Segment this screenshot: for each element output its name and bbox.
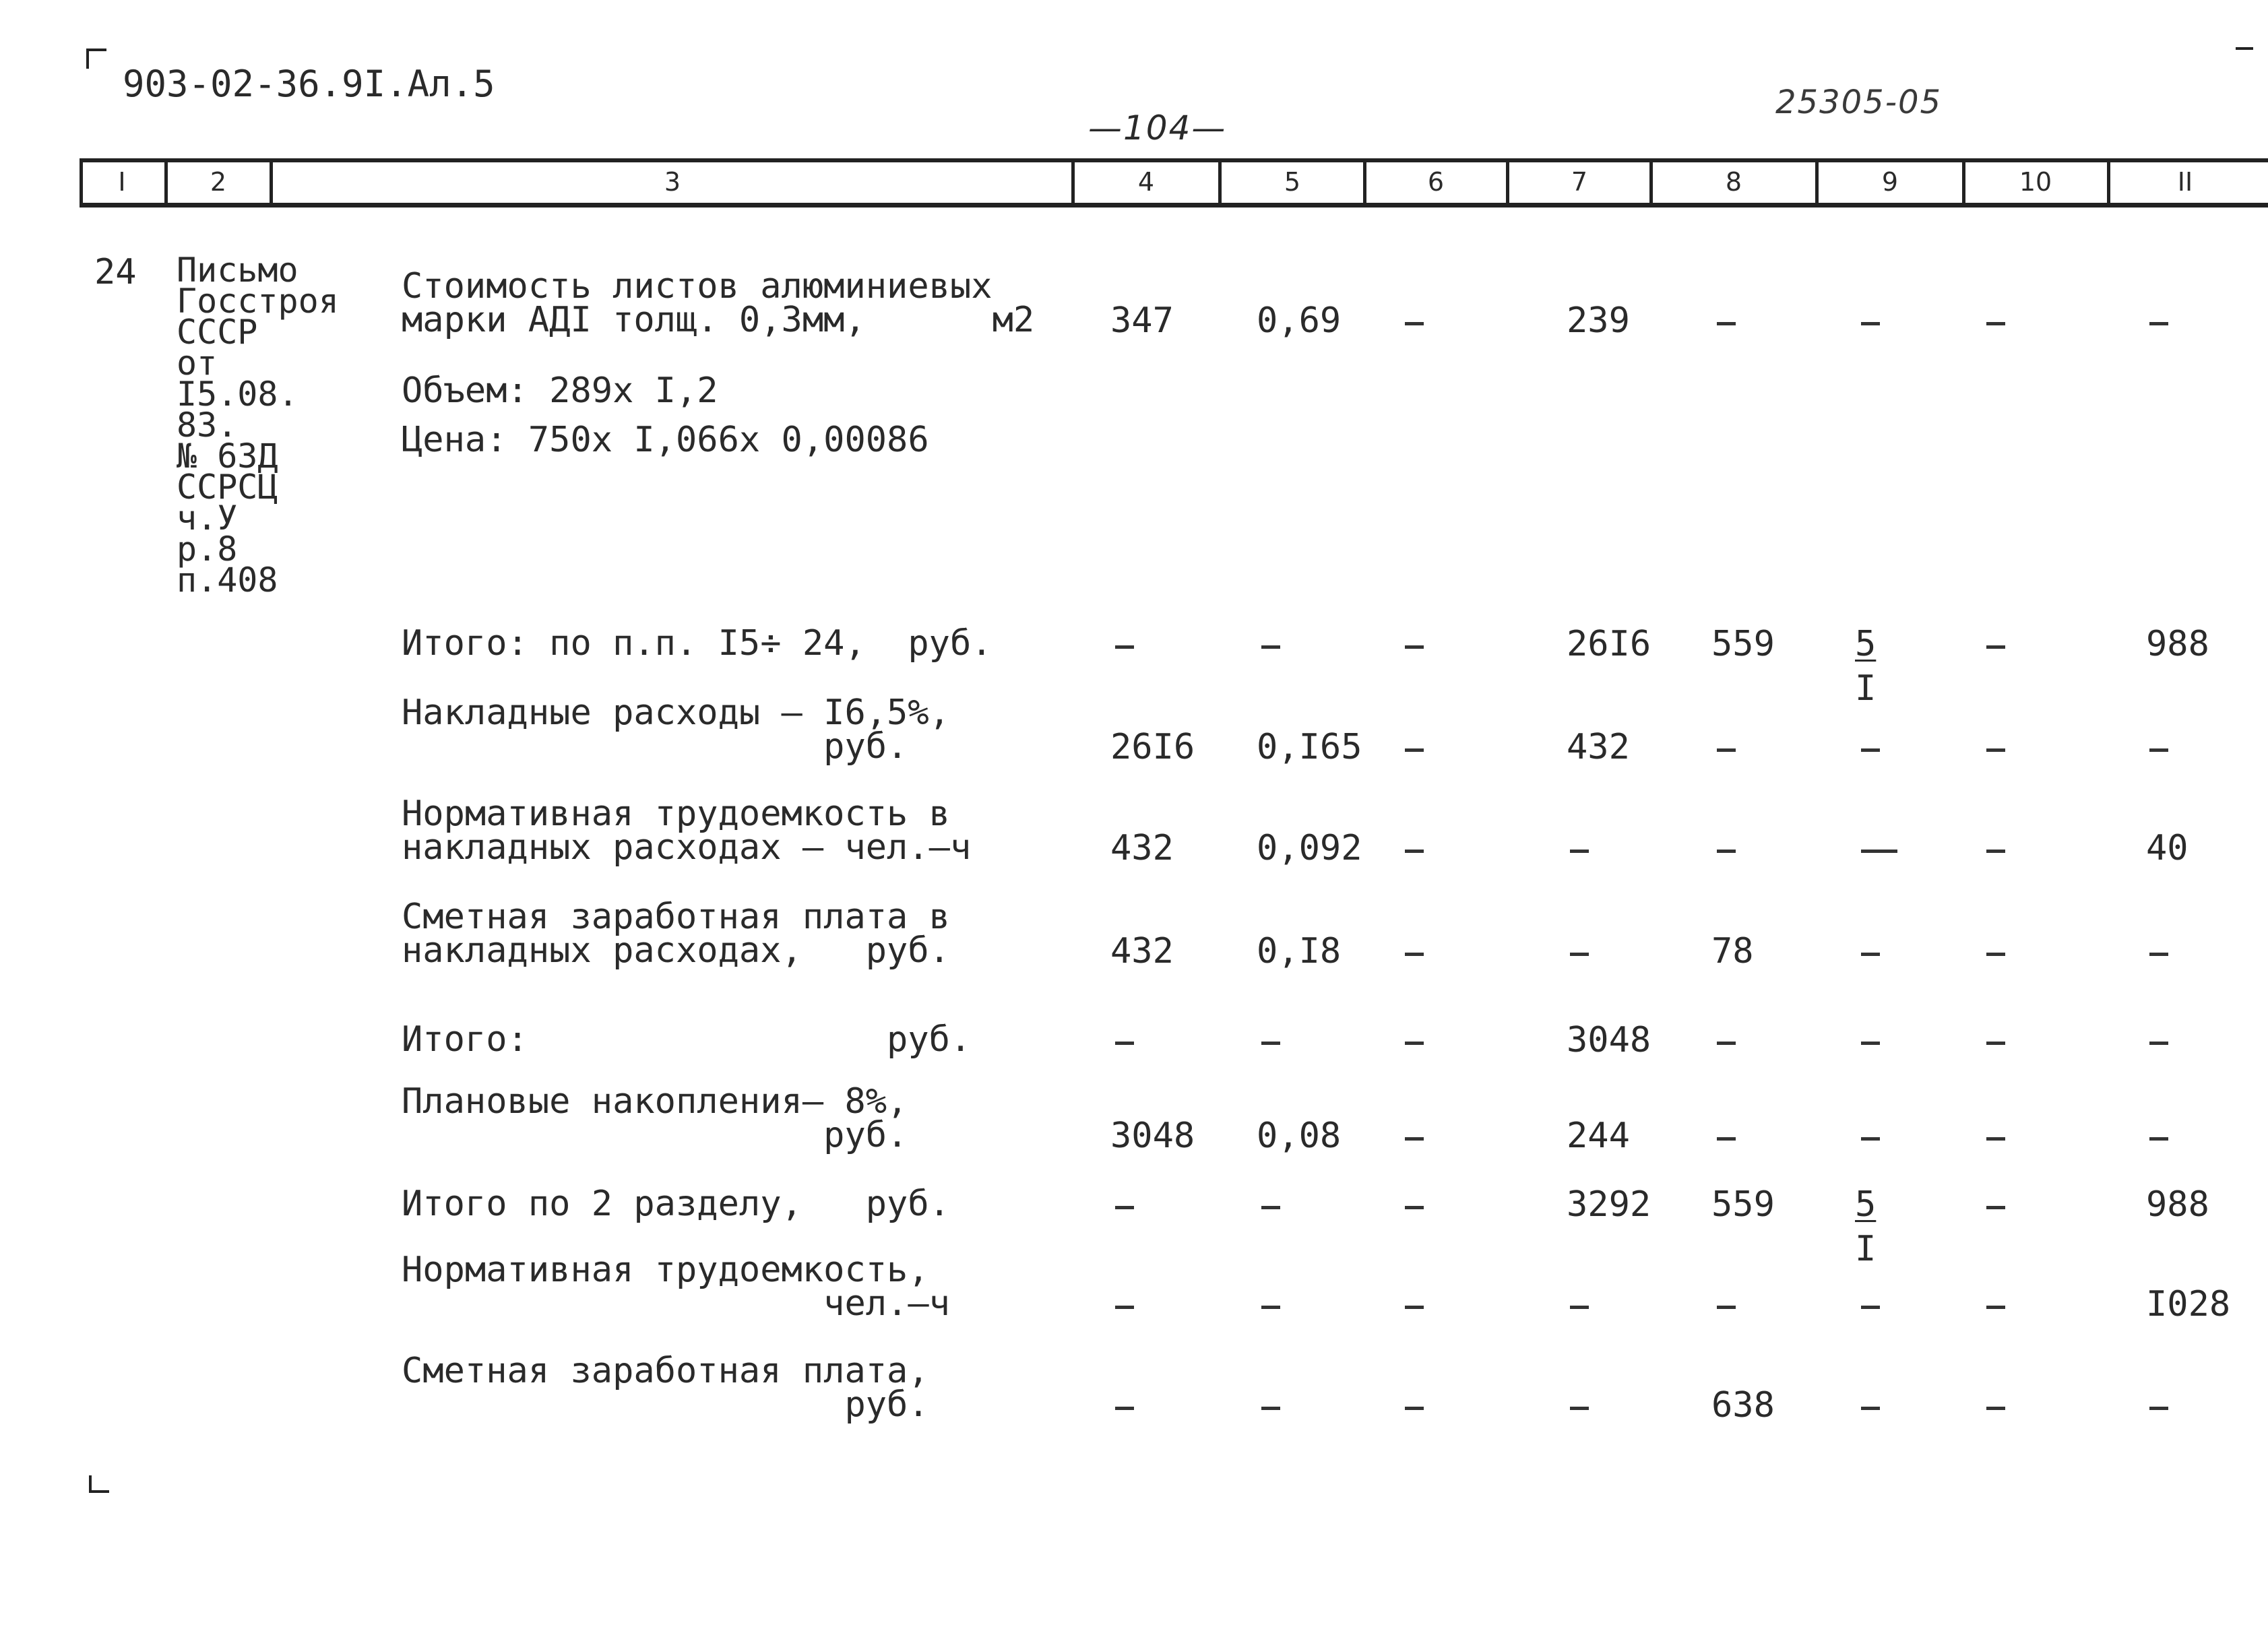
cell-dash xyxy=(1261,1206,1280,1209)
cell-dash xyxy=(1861,1407,1880,1410)
cell-value: 432 xyxy=(1110,931,1174,971)
cell-value: 988 xyxy=(2146,1184,2209,1225)
document-code: 903-02-36.9I.Ал.5 xyxy=(123,63,495,105)
column-header-5: 5 xyxy=(1284,167,1301,197)
cell-dash xyxy=(1861,850,1897,853)
source-line: 83. xyxy=(177,406,238,445)
source-line: ч.У xyxy=(177,499,238,538)
cell-value: 988 xyxy=(2146,624,2209,664)
cell-dash xyxy=(1986,322,2005,325)
cell-value: 3048 xyxy=(1567,1020,1651,1060)
cell-dash xyxy=(1717,850,1736,853)
cell-fraction xyxy=(1855,624,1895,709)
cell-dash xyxy=(1570,953,1589,956)
cell-dash xyxy=(1861,1137,1880,1141)
row-description: Нормативная трудоемкость в накладных расходах – чел.–ч xyxy=(402,794,972,868)
row-description: Цена: 750х I,066х 0,00086 xyxy=(402,420,929,460)
row-description: Стоимость листов алюминиевых марки АДI толщ. 0,3мм, м2 xyxy=(402,266,1035,340)
cell-dash xyxy=(1405,1407,1424,1410)
fraction-numerator: 5 xyxy=(1855,1184,1877,1225)
cell-dash xyxy=(2149,1042,2168,1045)
cell-dash xyxy=(1986,1306,2005,1309)
row-description: Плановые накопления– 8%, руб. xyxy=(402,1081,908,1155)
cell-value: 0,I65 xyxy=(1257,727,1362,767)
row-description: Итого по 2 разделу, руб. xyxy=(402,1184,950,1224)
cell-value: 3292 xyxy=(1567,1184,1651,1225)
cell-dash xyxy=(1986,748,2005,752)
row-description: Сметная заработная плата, руб. xyxy=(402,1351,929,1425)
row-description: Объем: 289х I,2 xyxy=(402,371,718,411)
cell-dash xyxy=(1115,645,1134,649)
cell-value: 347 xyxy=(1110,300,1174,341)
cell-dash xyxy=(1717,1137,1736,1141)
cell-value: 26I6 xyxy=(1567,624,1651,664)
cell-value: I028 xyxy=(2146,1284,2231,1324)
source-line: СССР xyxy=(177,313,258,352)
cell-value: 638 xyxy=(1711,1385,1775,1426)
cell-dash xyxy=(1405,322,1424,325)
row-description: Итого: руб. xyxy=(402,1019,972,1060)
cell-dash xyxy=(2149,1137,2168,1141)
cell-dash xyxy=(1115,1306,1134,1309)
cell-dash xyxy=(1405,645,1424,649)
cell-value: 239 xyxy=(1567,300,1630,341)
column-header-8: 8 xyxy=(1725,167,1742,197)
cell-dash xyxy=(1986,1407,2005,1410)
cell-dash xyxy=(1115,1042,1134,1045)
column-header-10: 10 xyxy=(2019,167,2052,197)
cell-dash xyxy=(1986,1206,2005,1209)
column-header-7: 7 xyxy=(1571,167,1588,197)
source-line: № 63Д xyxy=(177,437,278,476)
cell-value: 432 xyxy=(1567,727,1630,767)
cell-dash xyxy=(2149,748,2168,752)
cell-dash xyxy=(1717,322,1736,325)
row-description: Нормативная трудоемкость, чел.–ч xyxy=(402,1250,950,1324)
item-source xyxy=(177,251,339,600)
cell-dash xyxy=(1986,1042,2005,1045)
cell-dash xyxy=(1405,1042,1424,1045)
corner-mark-bottom-left xyxy=(89,1475,109,1493)
cell-value: 559 xyxy=(1711,624,1775,664)
column-header-2: 2 xyxy=(210,167,227,197)
cell-value: 40 xyxy=(2146,828,2188,868)
cell-value: 0,I8 xyxy=(1257,931,1342,971)
cell-value: 244 xyxy=(1567,1116,1630,1156)
cell-dash xyxy=(1717,748,1736,752)
cell-dash xyxy=(1405,1137,1424,1141)
corner-mark-top-left xyxy=(86,49,106,69)
cell-dash xyxy=(1261,1306,1280,1309)
source-line: Госстроя xyxy=(177,282,339,321)
cell-dash xyxy=(1861,748,1880,752)
column-header-1: I xyxy=(118,167,126,197)
cell-value: 0,69 xyxy=(1257,300,1342,341)
cell-dash xyxy=(1405,1306,1424,1309)
cell-dash xyxy=(1861,1306,1880,1309)
source-line: Письмо xyxy=(177,251,298,290)
cell-dash xyxy=(1405,1206,1424,1209)
cell-dash xyxy=(1570,850,1589,853)
cell-dash xyxy=(1861,953,1880,956)
cell-dash xyxy=(1986,850,2005,853)
fraction-denominator: I xyxy=(1855,1229,1877,1269)
row-description: Итого: по п.п. I5÷ 24, руб. xyxy=(402,623,993,664)
cell-value: 432 xyxy=(1110,828,1174,868)
cell-dash xyxy=(2149,953,2168,956)
cell-dash xyxy=(1115,1407,1134,1410)
cell-dash xyxy=(1405,850,1424,853)
cell-dash xyxy=(2149,322,2168,325)
column-header-11: II xyxy=(2177,167,2193,197)
cell-dash xyxy=(1570,1306,1589,1309)
source-line: п.408 xyxy=(177,561,278,600)
cell-value: 0,08 xyxy=(1257,1116,1342,1156)
source-line: от xyxy=(177,344,218,383)
fraction-denominator: I xyxy=(1855,668,1877,709)
row-description: Сметная заработная плата в накладных расходах, руб. xyxy=(402,897,950,971)
cell-fraction xyxy=(1855,1184,1895,1269)
fraction-numerator: 5 xyxy=(1855,624,1877,664)
column-header-band xyxy=(80,158,2268,207)
column-header-3: 3 xyxy=(664,167,681,197)
cell-dash xyxy=(1261,1042,1280,1045)
cell-value: 3048 xyxy=(1110,1116,1195,1156)
cell-dash xyxy=(1986,645,2005,649)
cell-dash xyxy=(1405,748,1424,752)
cell-value: 559 xyxy=(1711,1184,1775,1225)
source-line: I5.08. xyxy=(177,375,298,414)
cell-value: 0,092 xyxy=(1257,828,1362,868)
cell-dash xyxy=(1405,953,1424,956)
column-header-4: 4 xyxy=(1137,167,1155,197)
corner-mark-top-right xyxy=(2236,47,2253,50)
cell-value: 26I6 xyxy=(1110,727,1195,767)
cell-dash xyxy=(1861,322,1880,325)
page-number: —104— xyxy=(1088,108,1227,148)
source-line: р.8 xyxy=(177,530,238,569)
cell-dash xyxy=(1986,1137,2005,1141)
cell-dash xyxy=(1570,1407,1589,1410)
cell-dash xyxy=(1717,1306,1736,1309)
column-header-6: 6 xyxy=(1427,167,1445,197)
cell-dash xyxy=(1986,953,2005,956)
cell-dash xyxy=(1261,1407,1280,1410)
source-line: ССРСЦ xyxy=(177,468,278,507)
cell-dash xyxy=(1261,645,1280,649)
item-number: 24 xyxy=(94,252,137,292)
cell-value: 78 xyxy=(1711,931,1754,971)
cell-dash xyxy=(1115,1206,1134,1209)
row-description: Накладные расходы – I6,5%, руб. xyxy=(402,693,950,767)
cell-dash xyxy=(1861,1042,1880,1045)
column-header-9: 9 xyxy=(1881,167,1899,197)
stamp-number: 25305-05 xyxy=(1775,84,1943,121)
cell-dash xyxy=(2149,1407,2168,1410)
cell-dash xyxy=(1717,1042,1736,1045)
